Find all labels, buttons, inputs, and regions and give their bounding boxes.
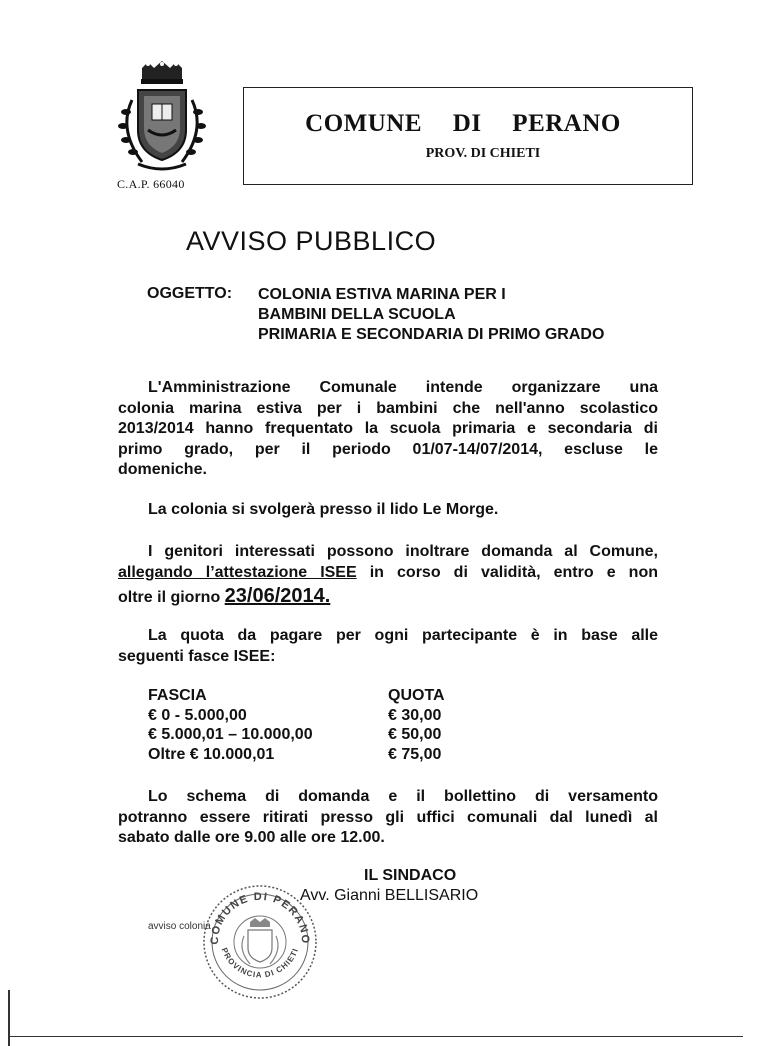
coat-of-arms-icon	[108, 60, 216, 178]
paragraph-line: colonia marina estiva per i bambini che nell'anno scolastico	[118, 399, 658, 417]
quota-cell: € 75,00	[388, 746, 442, 764]
scan-edge-vertical	[8, 990, 10, 1046]
paragraph-line	[118, 563, 658, 584]
comune-title: COMUNE DI PERANO	[305, 110, 621, 137]
official-stamp-icon	[198, 880, 322, 1004]
deadline-date: 23/06/2014.	[224, 585, 331, 607]
paragraph-line: Lo schema di domanda e il bollettino di versamento	[148, 788, 658, 805]
quota-cell: € 30,00	[388, 706, 442, 724]
paragraph-intro	[118, 378, 658, 481]
paragraph-line: sabato dalle ore 9.00 alle ore 12.00.	[118, 829, 385, 846]
paragraph-line: primo grado, per il periodo 01/07-14/07/2014, escluse le	[118, 440, 658, 458]
paragraph-location: La colonia si svolgerà presso il lido Le Morge.	[148, 501, 499, 518]
postal-code: C.A.P. 66040	[117, 177, 185, 191]
table-row	[148, 726, 445, 746]
subject-label: OGGETTO:	[147, 285, 233, 302]
scan-edge-horizontal	[8, 1036, 743, 1037]
column-header-fascia: FASCIA	[148, 687, 207, 704]
fascia-cell: € 5.000,01 – 10.000,00	[148, 726, 313, 744]
paragraph-fee	[118, 626, 658, 667]
mayor-name: Avv. Gianni BELLISARIO	[300, 887, 479, 904]
deadline-prefix: oltre il giorno	[118, 589, 225, 606]
subject-line: BAMBINI DELLA SCUOLA	[258, 306, 456, 323]
paragraph-forms	[118, 787, 658, 849]
header-box	[243, 87, 693, 185]
stamp-text-bottom: PROVINCIA DI CHIETI	[219, 946, 301, 980]
validity-text: in corso di validità, entro e non	[356, 563, 659, 581]
svg-text:PROVINCIA DI CHIETI	[220, 946, 301, 979]
column-header-quota: QUOTA	[388, 687, 445, 704]
paragraph-line	[118, 583, 658, 607]
paragraph-application	[118, 542, 658, 607]
paragraph-line: domeniche.	[118, 461, 207, 478]
subject-line: PRIMARIA E SECONDARIA DI PRIMO GRADO	[258, 326, 605, 343]
quota-cell: € 50,00	[388, 726, 442, 744]
document-title: AVVISO PUBBLICO	[186, 226, 437, 256]
subject-text	[258, 285, 604, 345]
table-row	[148, 707, 445, 727]
paragraph-line: La quota da pagare per ogni partecipante è in base alle	[148, 627, 658, 644]
paragraph-line: L'Amministrazione Comunale intende organizzare una	[148, 379, 658, 396]
paragraph-line: potranno essere ritirati presso gli uffici comunali dal lunedì al	[118, 808, 658, 826]
subject-line: COLONIA ESTIVA MARINA PER I	[258, 286, 506, 303]
table-header-row	[148, 687, 445, 707]
fee-table	[148, 687, 445, 766]
paragraph-line: I genitori interessati possono inoltrare domanda al Comune,	[148, 543, 658, 560]
fascia-cell: Oltre € 10.000,01	[148, 746, 275, 764]
province-label: PROV. DI CHIETI	[425, 146, 541, 161]
mayor-label: IL SINDACO	[364, 867, 457, 884]
paragraph-line: 2013/2014 hanno frequentato la scuola primaria e secondaria di	[118, 420, 658, 437]
stamp-text-top: COMUNE DI PERANO	[208, 890, 312, 945]
fascia-cell: € 0 - 5.000,00	[148, 706, 247, 724]
isee-requirement: allegando l’attestazione ISEE	[118, 563, 357, 581]
paragraph-line: seguenti fasce ISEE:	[118, 647, 276, 665]
file-footnote: avviso colonia	[148, 921, 211, 932]
table-row	[148, 746, 445, 766]
